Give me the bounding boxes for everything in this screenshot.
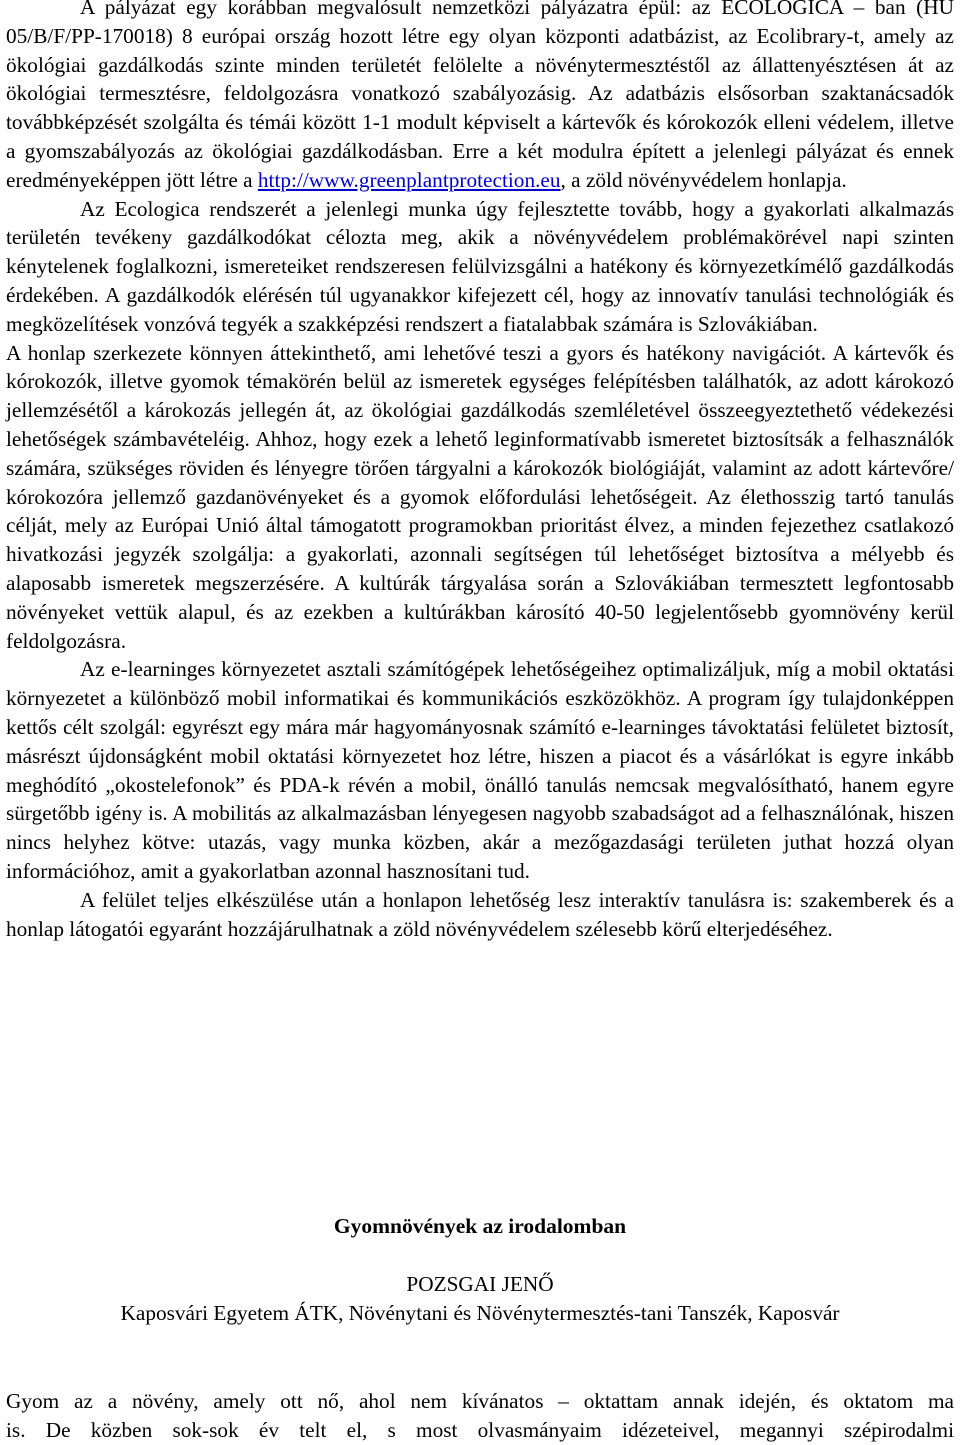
paragraph-1-after-link: , a zöld növényvédelem honlapja. [560,167,847,192]
greenplantprotection-link[interactable]: http://www.greenplantprotection.eu [257,167,561,192]
paragraph-1-text [6,0,954,195]
article-opening [6,1387,954,1445]
article-author: POZSGAI JENŐ [406,1272,554,1296]
paragraph-1 [6,0,954,943]
paragraph-2: Az Ecologica rendszerét a jelenlegi munka úgy fejlesztette tovább, hogy a gyakorlati alkalmazás területén tevékeny gazdálkodókat célozta meg, akik a növényvédelem problémakörével napi szinten kénytelenek foglalkozni, ismereteiket rendszeresen felülvizsgálni a hatékony és környezetkímélő gazdálkodás érdekében. A gazdálkodók elérésén túl ugyanakkor kifejezett cél, hogy az innovatív tanulási technológiák és megközelítések vonzóvá tegyék a szakképzési rendszert a fiatalabbak számára is Szlovákiában. [6,196,954,336]
article-title: Gyomnövények az irodalomban [333,1214,627,1238]
paragraph-5: A felület teljes elkészülése után a honlapon lehetőség lesz interaktív tanulásra is: szakemberek és a honlap látogatói egyaránt hozzájárulhatnak a zöld növényvédelem szélesebb körű elterjedéséhez. [6,887,954,941]
article-opening-line-1: Gyom az a növény, amely ott nő, ahol nem kívánatos – oktattam annak idején, és oktatom ma [6,1389,954,1413]
paragraph-1-before-link: A pályázat egy korábban megvalósult nemzetközi pályázatra épül: az ECOLOGICA – ban (HU 05/B/F/PP-170018) 8 európai ország hozott létre egy olyan központi adatbázist, az Ecolibrary-t, amely az ökológiai gazdálkodás szinte minden területét felölelte a növénytermesztéstől az állattenyésztésen át az ökológiai termesztésre, feldolgozásra vonatkozó szabályozásig. Az adatbázis elsősorban szaktanácsadók továbbképzését szolgálta és témái között 1-1 modult képviselt a kártevők és kórokozók elleni védelem, illetve a gyomszabályozás az ökológiai gazdálkodásban. Erre a két modulra épített a jelenlegi pályázat és ennek eredményeképpen jött létre a [6,0,954,192]
article-affiliation: Kaposvári Egyetem ÁTK, Növénytani és Növénytermesztés-tani Tanszék, Kaposvár [120,1301,840,1325]
paragraph-3: A honlap szerkezete könnyen áttekinthető, ami lehetővé teszi a gyors és hatékony navigációt. A kártevők és kórokozók, illetve gyomok témakörén belül az ismeretek egységes felépítésben találhatók, az adott károkozó jellemzésétől a károkozás jellegén át, az ökológiai gazdálkodás szemléletével összeegyeztethető védekezési lehetőségek számbavételéig. Ahhoz, hogy ezek a lehető leginformatívabb ismeretet biztosítsák a felhasználók számára, szükséges röviden és lényegre törően tárgyalni a károkozók biológiáját, valamint az adott kártevőre/ kórokozóra jellemző gazdanövényeket és a gyomok előfordulási lehetőségeit. Az élethosszig tartó tanulás célját, mely az Európai Unió által támogatott programokban prioritást élvez, a minden fejezethez csatlakozó hivatkozási jegyzék szolgálja: a gyakorlati, azonnali segítségen túl lehetőséget biztosítva a mélyebb és alaposabb ismeretek megszerzésére. A kultúrák tárgyalása során a Szlovákiában termesztett legfontosabb növényeket vettük alapul, és az ezekben a kultúrákban károsító 40-50 legjelentősebb gyomnövény kerül feldolgozásra. [6,340,954,653]
article-opening-line-2: is. De közben sok-sok év telt el, s most olvasmányaim idézeteivel, megannyi szépirodalmi [6,1417,954,1442]
paragraph-4: Az e-learninges környezetet asztali számítógépek lehetőségeihez optimalizáljuk, míg a mobil oktatási környezetet a különböző mobil informatikai és kommunikációs eszközökhöz. A program így tulajdonképpen kettős célt szolgál: egyrészt egy mára már hagyományosnak számító e-learninges távoktatási felületet biztosít, másrészt újdonságként mobil oktatási környezetet hoz létre, hiszen a piacot és a vásárlókat is egyre inkább meghódító „okostelefonok” és PDA-k révén a mobil, önálló tanulás nemcsak megvalósítható, hanem egyre sürgetőbb igény is. A mobilitás az alkalmazásban lényegesen nagyobb szabadságot ad a felhasználónak, hiszen nincs helyhez kötve: utazás, vagy munka közben, akár a mezőgazdasági területen juthat hozzá olyan információhoz, amit a gyakorlatban azonnal hasznosítani tud. [6,657,954,883]
